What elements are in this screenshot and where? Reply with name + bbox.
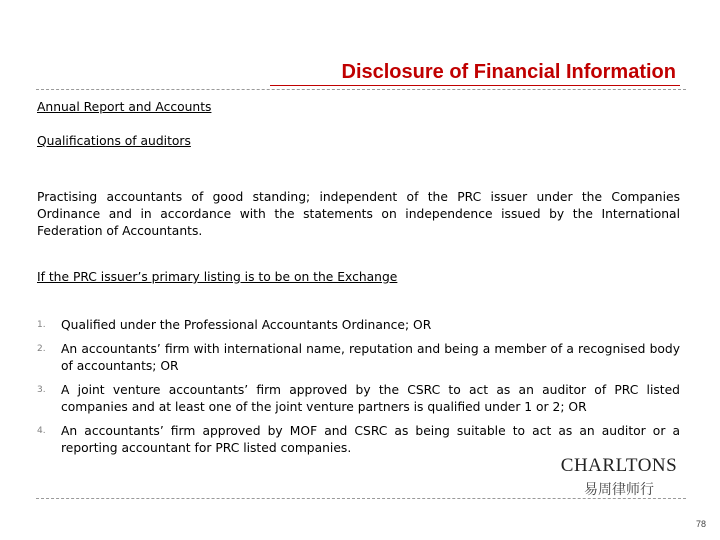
section-heading: Annual Report and Accounts (37, 100, 212, 114)
header-divider (36, 89, 686, 90)
page-number: 78 (695, 519, 706, 529)
listing-heading: If the PRC issuer’s primary listing is to be on the Exchange (37, 270, 398, 284)
logo-name: CHARLTONS (560, 455, 678, 476)
page-title: Disclosure of Financial Information (341, 61, 676, 83)
footer-divider (36, 498, 686, 499)
list-item-text: An accountants’ firm approved by MOF and CSRC as being suitable to act as an auditor or a reporting accountant for PRC listed companies. (61, 424, 680, 455)
charltons-logo (558, 455, 680, 499)
list-item (37, 382, 680, 416)
list-number: 2. (37, 344, 46, 354)
list-item (37, 341, 680, 375)
logo-chinese-name: 易周律师行 (584, 482, 654, 498)
list-item (37, 423, 680, 457)
list-item (37, 317, 680, 334)
qualifications-paragraph: Practising accountants of good standing; independent of the PRC issuer under the Companies Ordinance and in accordance with the statements on independence issued by the International Federation of Accountants. (37, 190, 680, 238)
list-item-text: A joint venture accountants’ firm approved by the CSRC to act as an auditor of PRC listed companies and at least one of the joint venture partners is qualified under 1 or 2; OR (61, 383, 680, 414)
list-item-text: Qualified under the Professional Accountants Ordinance; OR (61, 318, 432, 332)
sub-heading: Qualifications of auditors (37, 134, 191, 148)
title-underline (270, 85, 680, 86)
list-item-text: An accountants’ firm with international name, reputation and being a member of a recognised body of accountants; OR (61, 342, 680, 373)
qualification-list (37, 317, 680, 457)
list-number: 4. (37, 426, 46, 436)
list-number: 1. (37, 320, 46, 330)
list-number: 3. (37, 385, 46, 395)
